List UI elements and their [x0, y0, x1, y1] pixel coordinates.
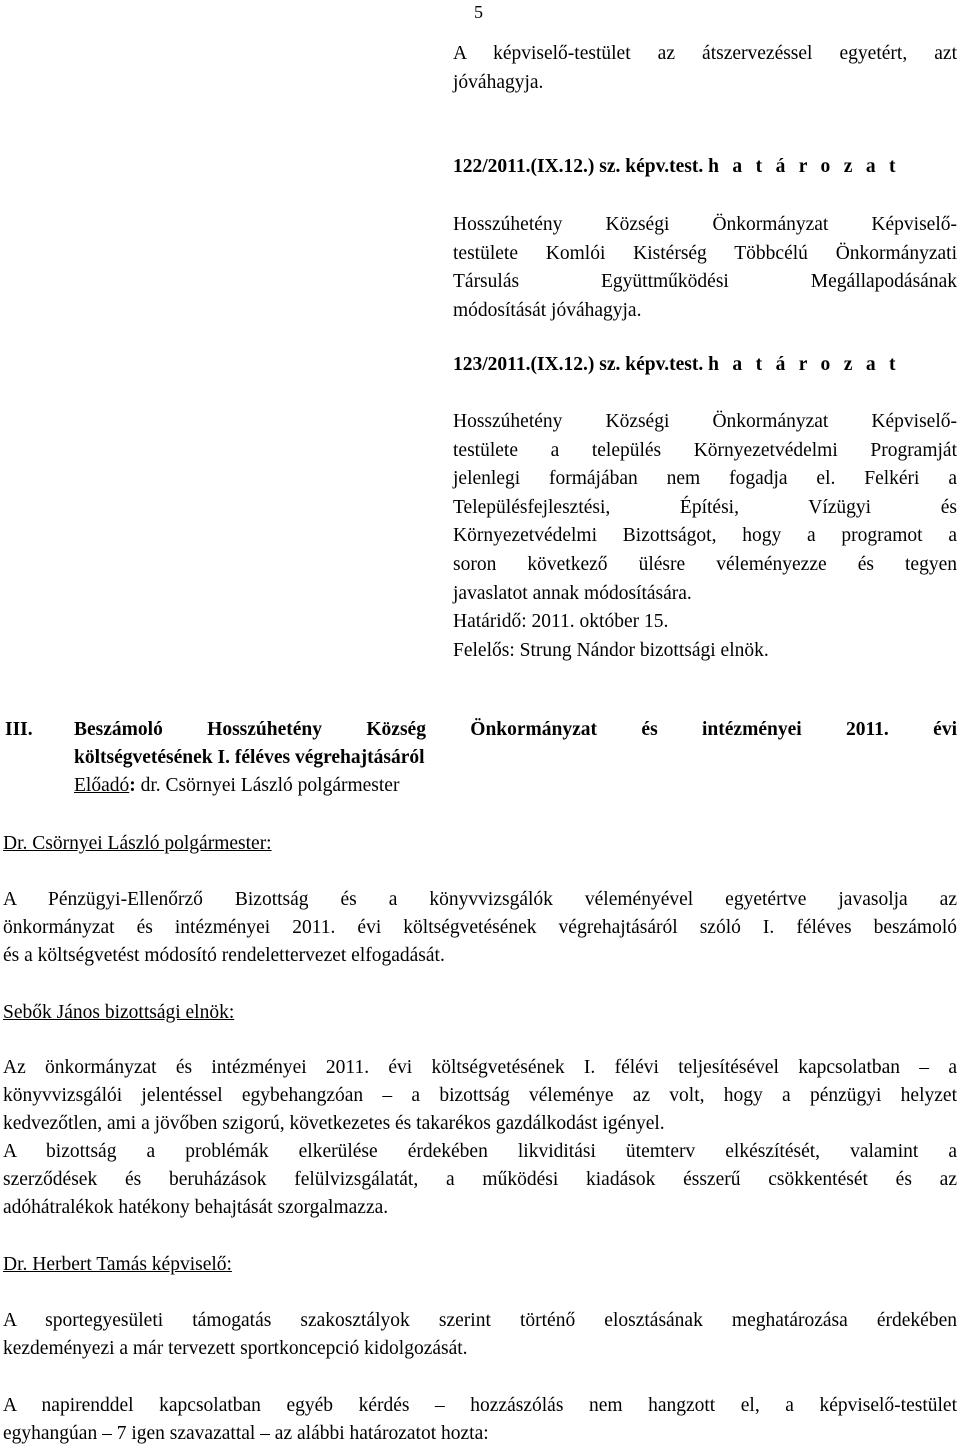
speaker-statement — [3, 1054, 957, 1222]
section-title-line: Beszámoló Hosszúhetény Község Önkormányzat és intézményei 2011. évi — [74, 719, 957, 740]
intro-paragraph — [453, 40, 957, 97]
responsible-person: Felelős: Strung Nándor bizottsági elnök. — [453, 639, 769, 661]
speaker-label: Sebők János bizottsági elnök: — [3, 1002, 235, 1023]
speaker-name — [3, 999, 957, 1027]
text-line: önkormányzat és intézményei 2011. évi költségvetésének végrehajtásáról szóló I. féléves beszámoló — [3, 917, 957, 938]
text-line: könyvvizsgálói jelentéssel egybehangzóan – a bizottság véleménye az volt, hogy a pénzügyi helyzet — [3, 1085, 957, 1106]
resolution-word: h a t á r o z a t — [708, 156, 900, 177]
text-line: adóhátralékok hatékony behajtását szorgalmazza. — [3, 1197, 389, 1218]
text-line: Településfejlesztési, Építési, Vízügyi és — [453, 496, 957, 518]
text-line: A Pénzügyi-Ellenőrző Bizottság és a könyvvizsgálók véleményével egyetértve javasolja az — [3, 889, 957, 910]
text-line: jelenlegi formájában nem fogadja el. Felkéri a — [453, 468, 957, 490]
resolution-122-body — [453, 211, 957, 325]
text-line: kezdeményezi a már tervezett sportkoncepció kidolgozását. — [3, 1338, 468, 1359]
page-number: 5 — [474, 2, 483, 22]
text-line: A napirenddel kapcsolatban egyéb kérdés – hozzászólás nem hangzott el, a képviselő-testület — [3, 1395, 957, 1416]
resolution-number: 122/2011.(IX.12.) sz. képv.test. — [453, 156, 704, 177]
text-line: módosítását jóváhagyja. — [453, 299, 642, 321]
text-line: A sportegyesületi támogatás szakosztályok szerint történő elosztásának meghatározása érdekében — [3, 1310, 957, 1331]
section-number: III. — [5, 719, 33, 740]
resolution-122-heading — [453, 153, 957, 182]
text-line: soron következő ülésre véleményezze és tegyen — [453, 553, 957, 575]
presenter-colon: : — [129, 775, 136, 796]
text-line: A képviselő-testület az átszervezéssel egyetért, azt — [453, 43, 957, 64]
speaker-name — [3, 1251, 957, 1279]
presenter — [74, 772, 399, 800]
speaker-label: Dr. Csörnyei László polgármester: — [3, 833, 272, 854]
text-line: szerződések és beruházások felülvizsgálatát, a működési kiadások ésszerű csökkentését és az — [3, 1169, 957, 1190]
speaker-statement — [3, 886, 957, 970]
text-line: jóváhagyja. — [453, 71, 544, 93]
deadline: Határidő: 2011. október 15. — [453, 611, 669, 633]
text-line: Társulás Együttműködési Megállapodásának — [453, 271, 957, 293]
text-line: és a költségvetést módosító rendelettervezet elfogadását. — [3, 945, 445, 966]
speaker-statement — [3, 1307, 957, 1363]
resolution-word: h a t á r o z a t — [708, 354, 900, 375]
resolution-number: 123/2011.(IX.12.) sz. képv.test. — [453, 354, 704, 375]
presenter-label: Előadó — [74, 775, 130, 796]
text-line: Környezetvédelmi Bizottságot, hogy a programot a — [453, 525, 957, 547]
closing-paragraph — [3, 1392, 957, 1448]
text-line: testülete a település Környezetvédelmi Programját — [453, 439, 957, 461]
resolution-123-heading — [453, 351, 957, 380]
text-line: testülete Komlói Kistérség Többcélú Önkormányzati — [453, 242, 957, 264]
resolution-123-body — [453, 408, 957, 665]
text-line: egyhangúan – 7 igen szavazattal – az alábbi határozatot hozta: — [3, 1423, 489, 1444]
text-line: javaslatot annak módosítására. — [453, 582, 692, 604]
section-title — [74, 716, 957, 772]
section-title-line: költségvetésének I. féléves végrehajtásáról — [74, 747, 425, 768]
text-line: Hosszúhetény Községi Önkormányzat Képviselő- — [453, 214, 957, 235]
speaker-name — [3, 830, 957, 858]
presenter-name: dr. Csörnyei László polgármester — [135, 775, 400, 796]
text-line: Hosszúhetény Községi Önkormányzat Képviselő- — [453, 411, 957, 432]
speaker-label: Dr. Herbert Tamás képviselő: — [3, 1254, 232, 1275]
text-line: Az önkormányzat és intézményei 2011. évi költségvetésének I. félévi teljesítésével kapcsolatban – a — [3, 1057, 957, 1078]
text-line: kedvezőtlen, ami a jövőben szigorú, következetes és takarékos gazdálkodást igényel. — [3, 1113, 665, 1134]
text-line: A bizottság a problémák elkerülése érdekében likviditási ütemterv elkészítését, valamint a — [3, 1141, 957, 1162]
